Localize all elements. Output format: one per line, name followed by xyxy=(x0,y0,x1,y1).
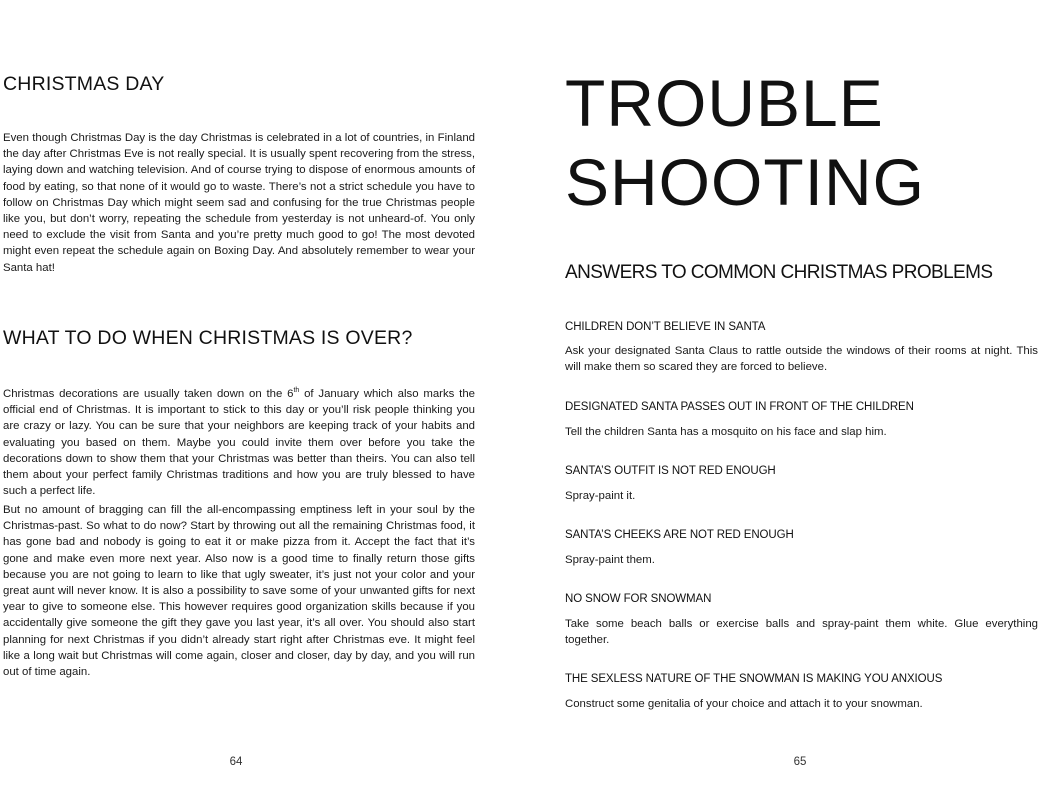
decorations-text-end: of January which also marks the official end of Christmas. It is important to stick to this day or you’ll risk people thinking you are crazy or lazy. You can be sure that your neighbors are keeping track of your habits and evaluating you based on them. Maybe you could invite them over before you take the decorations down to show them that your Christmas was better than theirs. You can also tell them about your perfect family Christmas traditions and how you are truly blessed to have such a perfect life. xyxy=(3,388,476,498)
page-number-left: 64 xyxy=(229,756,243,768)
christmas-day-heading: CHRISTMAS DAY xyxy=(3,73,165,95)
ordinal-suffix: th xyxy=(293,387,300,395)
problem-question: THE SEXLESS NATURE OF THE SNOWMAN IS MAKING YOU ANXIOUS xyxy=(565,673,943,685)
problem-answer: Tell the children Santa has a mosquito on his face and slap him. xyxy=(565,426,887,438)
problem-question: SANTA’S CHEEKS ARE NOT RED ENOUGH xyxy=(565,529,794,541)
problem-answer: Take some beach balls or exercise balls and spray-paint them white. Glue everything together. xyxy=(565,618,1038,647)
right-page xyxy=(520,0,1040,800)
decorations-paragraph xyxy=(3,386,475,499)
christmas-day-paragraph: Even though Christmas Day is the day Christmas is celebrated in a lot of countries, in Finland the day after Christmas Eve is not really special. It is usually spent recovering from the stress, laying down and watching television. And of course trying to dispose of enormous amounts of food by eating, so that none of it would go to waste. There’s not a strict schedule you have to follow on Christmas Day which might seem sad and confusing for the true Christmas people like you, but don’t worry, repeating the schedule from yesterday is not unheard-of. You only need to exclude the visit from Santa and you’re pretty much good to go! The most devoted might even repeat the schedule again on Boxing Day. And absolutely remember to wear your Santa hat! xyxy=(3,132,475,274)
troubleshooting-subtitle: ANSWERS TO COMMON CHRISTMAS PROBLEMS xyxy=(565,262,993,283)
problem-question: CHILDREN DON’T BELIEVE IN SANTA xyxy=(565,321,766,333)
troubleshooting-title xyxy=(565,64,925,222)
problem-question: NO SNOW FOR SNOWMAN xyxy=(565,593,712,605)
problem-answer: Spray-paint it. xyxy=(565,490,636,502)
problem-question: DESIGNATED SANTA PASSES OUT IN FRONT OF THE CHILDREN xyxy=(565,401,914,413)
emptiness-paragraph: But no amount of bragging can fill the all-encompassing emptiness left in your soul by the Christmas-past. So what to do now? Start by throwing out all the remaining Christmas food, it has gone bad and nobody is going to eat it or make pizza from it. Accept the fact that it’s gone and make even more next year. Also now is a good time to finally return those gifts because you are not going to learn to like that ugly sweater, it’s just not your color and your great aunt will never know. It is also a possibility to save some of your unwanted gifts for next year to give to someone else. This however requires good organization skills because if you accidentally give someone the gift they gave you last year, it’s all over. You should also start planning for next Christmas if you didn’t already start right after Christmas eve. It might feel like a long wait but Christmas will come again, closer and closer, day by day, and you will run out of time again. xyxy=(3,504,475,679)
problem-answer: Spray-paint them. xyxy=(565,554,655,566)
problem-question: SANTA’S OUTFIT IS NOT RED ENOUGH xyxy=(565,465,776,477)
problem-answer: Construct some genitalia of your choice and attach it to your snowman. xyxy=(565,698,923,710)
problem-answer: Ask your designated Santa Claus to rattle outside the windows of their rooms at night. This will make them so scared they are forced to believe. xyxy=(565,345,1038,374)
decorations-text-start: Christmas decorations are usually taken down on the 6 xyxy=(3,388,294,400)
title-line-2: SHOOTING xyxy=(565,145,926,219)
after-christmas-heading: WHAT TO DO WHEN CHRISTMAS IS OVER? xyxy=(3,327,413,349)
title-line-1: TROUBLE xyxy=(565,66,884,140)
page-number-right: 65 xyxy=(793,756,807,768)
